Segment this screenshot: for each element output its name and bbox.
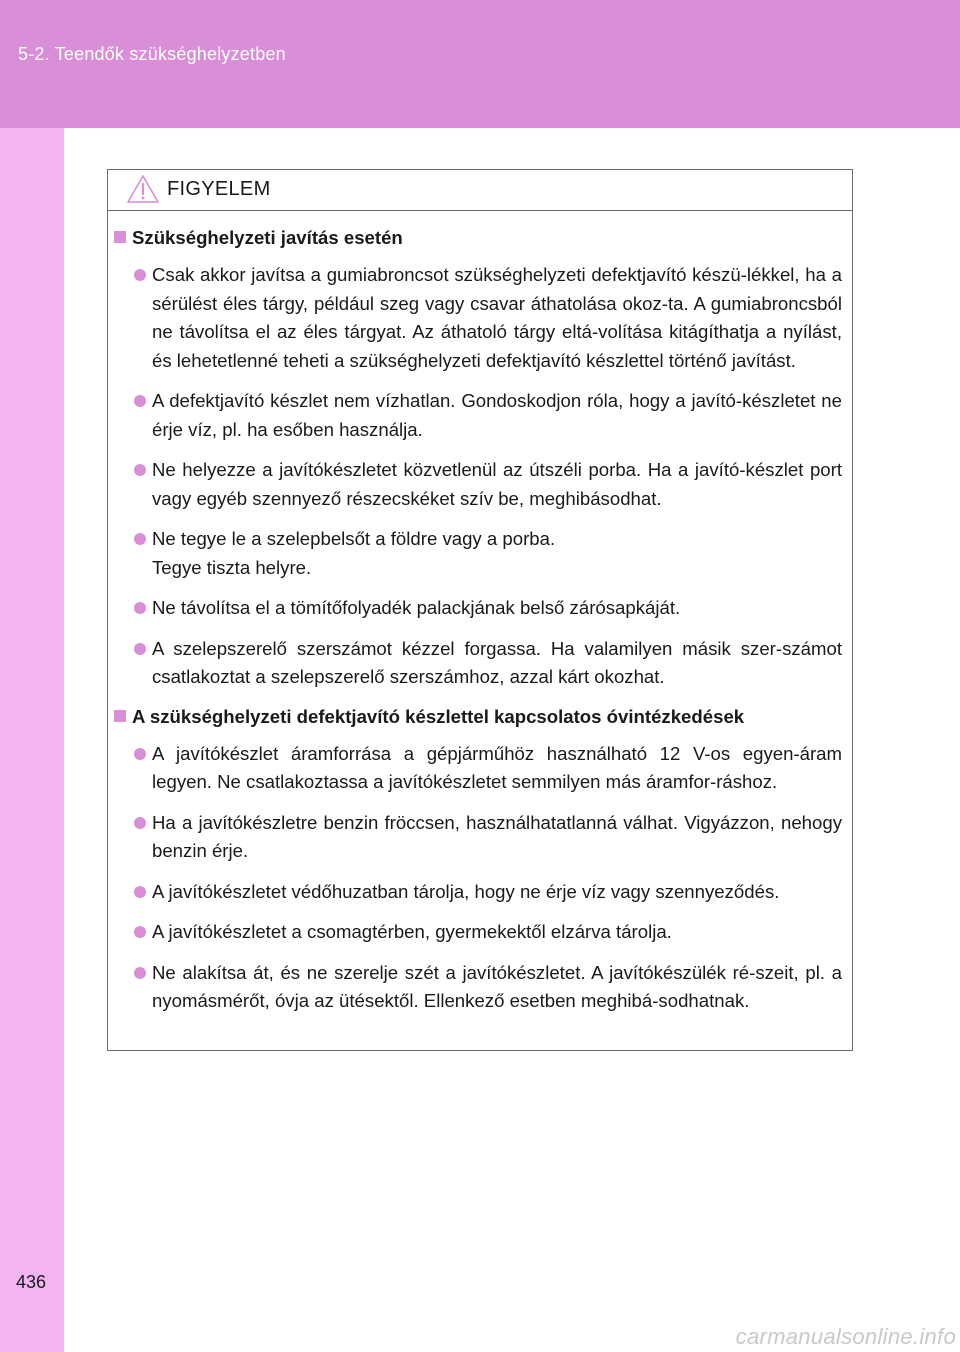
- warning-triangle-icon: [126, 173, 160, 205]
- list-item-line: Ne tegye le a szelepbelsőt a földre vagy a porba.: [152, 528, 556, 549]
- square-bullet-icon: [114, 231, 126, 243]
- list-item: [134, 261, 842, 375]
- watermark: carmanualsonline.info: [735, 1324, 956, 1349]
- list-item: [134, 740, 842, 797]
- section-heading-text: A szükséghelyzeti defektjavító készlettel kapcsolatos óvintézkedések: [132, 705, 745, 727]
- circle-bullet-icon: [134, 533, 146, 545]
- circle-bullet-icon: [134, 967, 146, 979]
- caution-body: [108, 211, 852, 1016]
- list-item-text: A javítókészletet a csomagtérben, gyermekektől elzárva tárolja.: [152, 921, 672, 942]
- list-item: [134, 456, 842, 513]
- circle-bullet-icon: [134, 748, 146, 760]
- square-bullet-icon: [114, 710, 126, 722]
- side-band: [0, 128, 64, 1352]
- caution-title: FIGYELEM: [167, 178, 271, 200]
- list-item: [134, 918, 842, 947]
- section-heading: [114, 225, 842, 251]
- list-item-text: Ha a javítókészletre benzin fröccsen, használhatatlanná válhat. Vigyázzon, nehogy benzin érje.: [152, 811, 842, 861]
- list-item: [134, 809, 842, 866]
- list-item: [134, 959, 842, 1016]
- section-heading: [114, 704, 842, 730]
- header-band: [0, 0, 960, 128]
- list-item-text: A javítókészlet áramforrása a gépjárműhöz használható 12 V-os egyen-áram legyen. Ne csatlakoztassa a javítókészletet semmilyen más áramfor-ráshoz.: [152, 742, 842, 792]
- list-item-text: Ne helyezze a javítókészletet közvetlenül az útszéli porba. Ha a javító-készlet port vagy egyéb szennyező részecskéket szív be, meghibásodhat.: [152, 459, 842, 509]
- page-number: 436: [16, 1272, 47, 1292]
- circle-bullet-icon: [134, 643, 146, 655]
- list-item: [134, 594, 842, 623]
- circle-bullet-icon: [134, 886, 146, 898]
- list-item-text: A defektjavító készlet nem vízhatlan. Gondoskodjon róla, hogy a javító-készletet ne érje víz, pl. ha esőben használja.: [152, 390, 842, 440]
- circle-bullet-icon: [134, 926, 146, 938]
- caution-header: [108, 170, 852, 211]
- circle-bullet-icon: [134, 602, 146, 614]
- section-heading-text: Szükséghelyzeti javítás esetén: [132, 227, 403, 248]
- circle-bullet-icon: [134, 817, 146, 829]
- list-item-text: Csak akkor javítsa a gumiabroncsot szükséghelyzeti defektjavító készü-lékkel, ha a sérülést éles tárgy, például szeg vagy csavar áthatolása okoz-ta. A gumiabroncsból ne távolítsa el az éles tárgyat. Az áthatoló tárgy eltá-volítása kitágíthatja a nyílást, és lehetetlenné teheti a szükséghelyzeti defektjavító készlettel történő javítást.: [152, 264, 842, 371]
- list-item: [134, 525, 842, 582]
- list-item-line: Tegye tiszta helyre.: [152, 556, 312, 578]
- section-title: 5-2. Teendők szükséghelyzetben: [18, 44, 286, 64]
- circle-bullet-icon: [134, 269, 146, 281]
- list-item: [134, 635, 842, 692]
- circle-bullet-icon: [134, 464, 146, 476]
- circle-bullet-icon: [134, 395, 146, 407]
- list-item-text: Ne alakítsa át, és ne szerelje szét a javítókészletet. A javítókészülék ré-szeit, pl. a nyomásmérőt, óvja az ütésektől. Ellenkező esetben meghibá-sodhatnak.: [152, 961, 842, 1011]
- list-item: [134, 878, 842, 907]
- caution-box: [107, 169, 853, 1051]
- list-item-text: A szelepszerelő szerszámot kézzel forgassa. Ha valamilyen másik szer-számot csatlakoztat a szelepszerelő szerszámhoz, azzal kárt okozhat.: [152, 637, 842, 687]
- list-item-text: [152, 525, 842, 582]
- list-item-text: Ne távolítsa el a tömítőfolyadék palackjának belső zárósapkáját.: [152, 597, 681, 618]
- list-item-text: A javítókészletet védőhuzatban tárolja, hogy ne érje víz vagy szennyeződés.: [152, 880, 780, 902]
- list-item: [134, 387, 842, 444]
